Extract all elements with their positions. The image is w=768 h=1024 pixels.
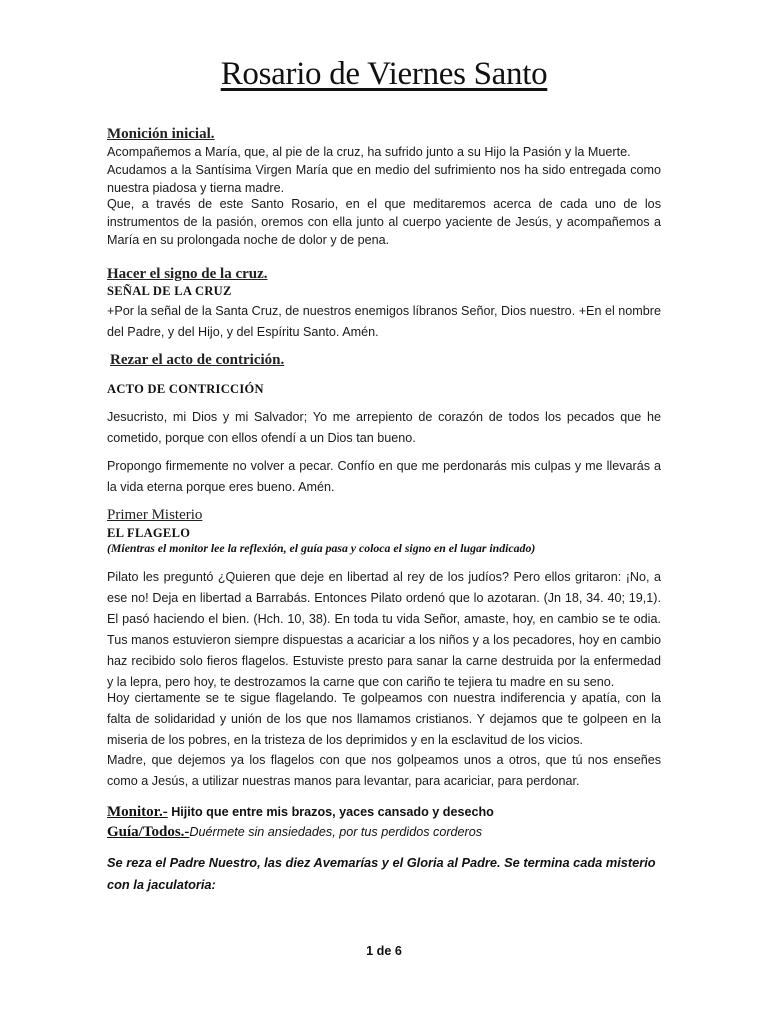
monicion-heading: Monición inicial. — [107, 126, 215, 142]
misterio-paragraph-2: Hoy ciertamente se te sigue flagelando. Te golpeamos con nuestra indiferencia y apatía, con la falta de solidaridad y unión de los que nos llamamos cristianos. Y dejamos que te golpeen en la miseria de los pobres, en la tristeza de los deprimidos y en la esclavitud de los vicios. — [107, 691, 661, 747]
misterio-paragraph-3: Madre, que dejemos ya los flagelos con que nos golpeamos unos a otros, que tú nos enseñes como a Jesús, a utilizar nuestras manos para levantar, para acariciar, para perdonar. — [107, 753, 661, 788]
contricion-paragraph-1: Jesucristo, mi Dios y mi Salvador; Yo me arrepiento de corazón de todos los pecados que he cometido, porque con ellos ofendí a un Dios tan bueno. — [107, 410, 661, 445]
signo-text: +Por la señal de la Santa Cruz, de nuestros enemigos líbranos Señor, Dios nuestro. +En el nombre del Padre, y del Hijo, y del Espíritu Santo. Amén. — [107, 304, 661, 339]
contricion-subheading: ACTO DE CONTRICCIÓN — [107, 382, 264, 396]
misterio-heading: Primer Misterio — [107, 507, 203, 523]
page-number: 1 de 6 — [366, 944, 402, 958]
contricion-heading: Rezar el acto de contrición. — [110, 352, 285, 368]
monitor-text: Hijito que entre mis brazos, yaces cansado y desecho — [171, 805, 494, 819]
closing-instruction: Se reza el Padre Nuestro, las diez Avemarías y el Gloria al Padre. Se termina cada misterio con la jaculatoria: — [107, 855, 656, 892]
misterio-paragraph-1: Pilato les preguntó ¿Quieren que deje en libertad al rey de los judíos? Pero ellos gritaron: ¡No, a ese no! Deja en libertad a Barrabás. Entonces Pilato ordenó que lo azotaran. (Jn 18, 34. 40; 19,1). El pasó haciendo el bien. (Hch. 10, 38). En toda tu vida Señor, amaste, hoy, en cambio se te odia. Tus manos estuvieron siempre dispuestas a acariciar a los niños y a los pecadores, hoy en cambio haz recibido solo fieros flagelos. Estuviste presto para sanar la carne destruida por la enfermedad y la lepra, pero hoy, te destrozamos la carne que con cariño te tejiera tu madre en su seno. — [107, 570, 661, 689]
page-title: Rosario de Viernes Santo — [220, 56, 548, 92]
signo-subheading: SEÑAL DE LA CRUZ — [107, 284, 232, 298]
signo-heading: Hacer el signo de la cruz. — [107, 266, 268, 282]
monitor-line — [107, 804, 494, 821]
monicion-paragraph-2: Acudamos a la Santísima Virgen María que en medio del sufrimiento nos ha sido entregada como nuestra piadosa y tierna madre. — [107, 163, 661, 195]
monitor-label: Monitor.- — [107, 804, 168, 820]
guia-label: Guía/Todos.- — [107, 824, 190, 840]
guia-line — [107, 824, 482, 841]
misterio-note: (Mientras el monitor lee la reflexión, el guía pasa y coloca el signo en el lugar indicado) — [107, 541, 536, 555]
contricion-paragraph-2: Propongo firmemente no volver a pecar. Confío en que me perdonarás mis culpas y me llevarás a la vida eterna porque eres bueno. Amén. — [107, 459, 661, 494]
monicion-paragraph-3: Que, a través de este Santo Rosario, en el que meditaremos acerca de cada uno de los instrumentos de la pasión, oremos con ella junto al cuerpo yaciente de Jesús, y acompañemos a María en su prolongada noche de dolor y de pena. — [107, 197, 661, 247]
misterio-subheading: EL FLAGELO — [107, 526, 191, 540]
guia-text: Duérmete sin ansiedades, por tus perdidos corderos — [189, 825, 483, 839]
monicion-paragraph-1: Acompañemos a María, que, al pie de la cruz, ha sufrido junto a su Hijo la Pasión y la Muerte. — [107, 145, 631, 159]
